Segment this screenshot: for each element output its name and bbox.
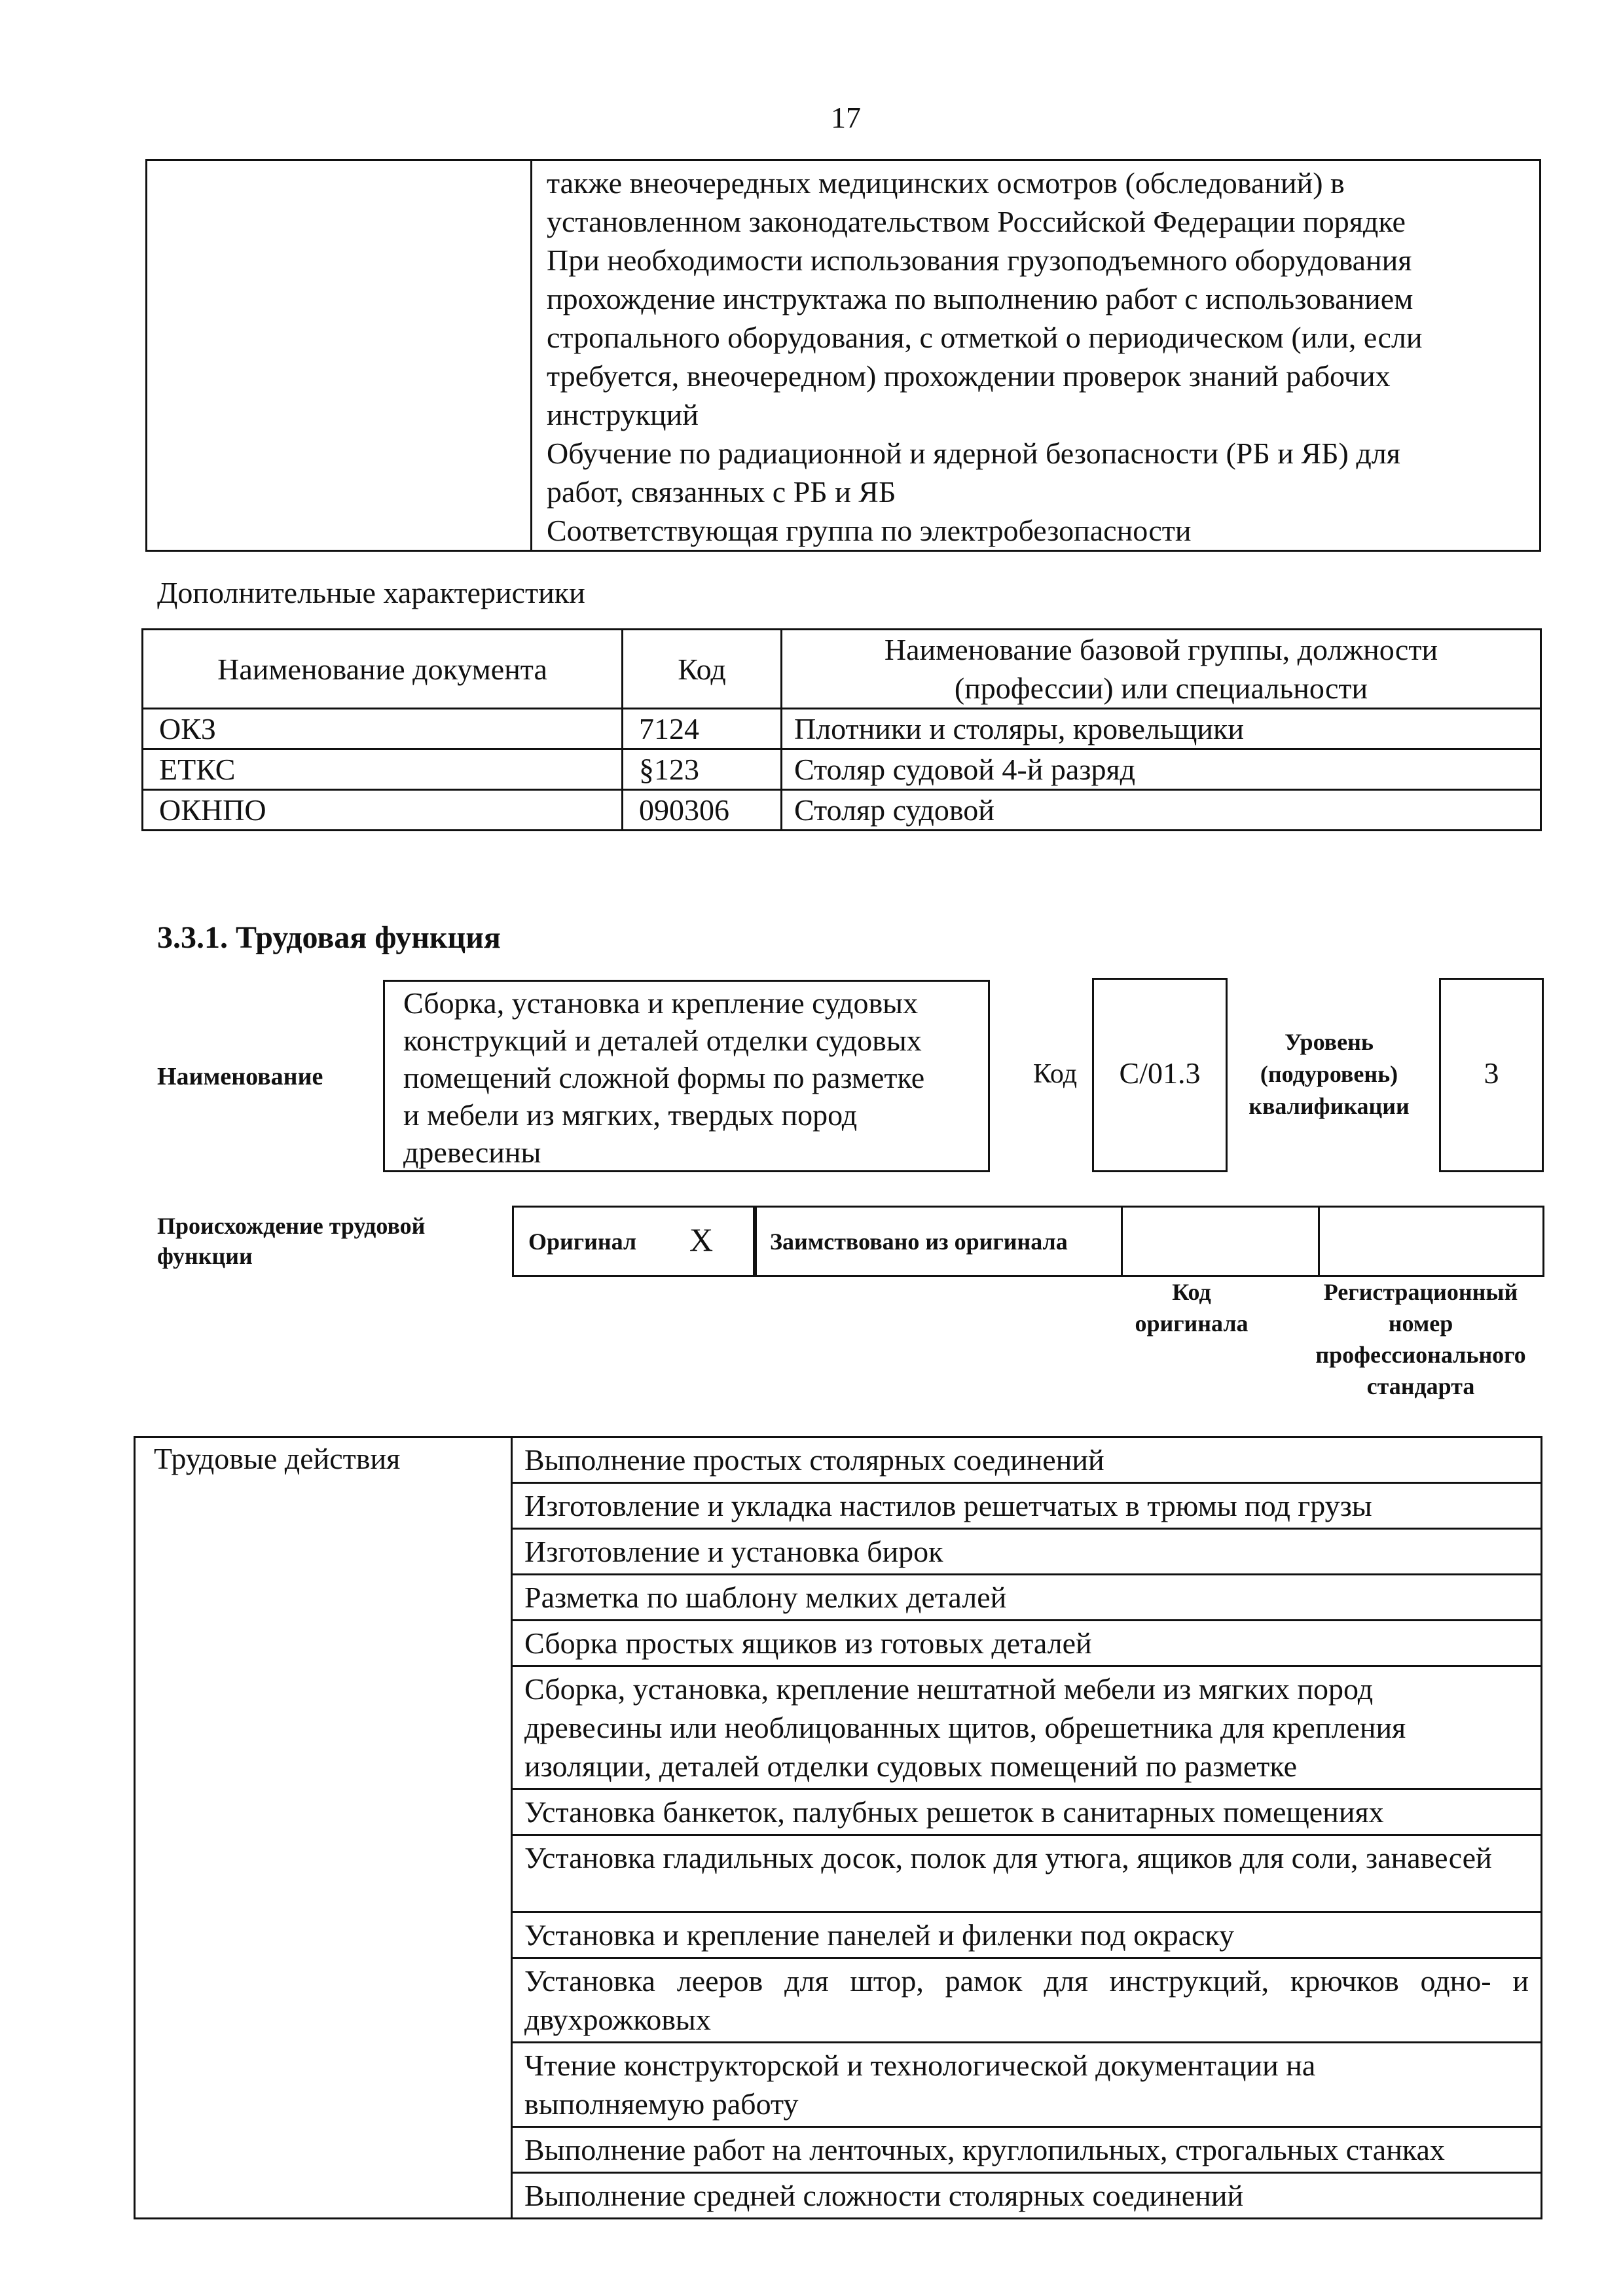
header-group: Наименование базовой группы, должности (профессии) или специальности [782, 630, 1541, 709]
table-row [143, 790, 1541, 831]
requirement-line: требуется, внеочередном) прохождении проверок знаний рабочих [547, 359, 1391, 393]
action-item: Изготовление и установка бирок [512, 1529, 1542, 1575]
code-cell: 7124 [623, 709, 782, 749]
requirement-line: работ, связанных с РБ и ЯБ [547, 475, 896, 509]
code-box: С/01.3 [1092, 978, 1228, 1172]
action-item: Разметка по шаблону мелких деталей [512, 1575, 1542, 1621]
action-item: Установка гладильных досок, полок для утюга, ящиков для соли, занавесей [512, 1835, 1542, 1912]
name-label: Наименование [157, 1063, 323, 1090]
level-label: Уровень (подуровень) квалификации [1249, 1029, 1410, 1119]
reg-number-cell [1319, 1207, 1544, 1276]
doc-cell: ЕТКС [143, 749, 623, 790]
requirement-line: При необходимости использования грузоподъемного оборудования [547, 243, 1412, 277]
action-item: Установка леeров для штор, рамок для инструкций, крючков одно- и двухрожковых [512, 1958, 1542, 2043]
actions-label-cell: Трудовые действия [135, 1437, 512, 2219]
requirements-label-cell [147, 160, 532, 551]
requirement-line: установленном законодательством Российской Федерации порядке [547, 205, 1406, 238]
additional-heading: Дополнительные характеристики [157, 576, 585, 609]
requirement-line: Соответствующая группа по электробезопасности [547, 514, 1192, 547]
name-cell: Столяр судовой 4-й разряд [782, 749, 1541, 790]
code-cell: 090306 [623, 790, 782, 831]
requirements-table [145, 159, 1541, 552]
header-doc: Наименование документа [143, 630, 623, 709]
name-cell: Плотники и столяры, кровельщики [782, 709, 1541, 749]
action-item: Установка банкеток, палубных решеток в санитарных помещениях [512, 1789, 1542, 1835]
borrowed-cell: Заимствовано из оригинала [756, 1207, 1122, 1276]
action-item: Изготовление и укладка настилов решетчатых в трюмы под грузы [512, 1483, 1542, 1529]
function-heading: 3.3.1. Трудовая функция [157, 920, 501, 955]
origin-table [512, 1206, 1544, 1277]
action-item: Выполнение работ на ленточных, круглопильных, строгальных станках [512, 2127, 1542, 2173]
doc-cell: ОКЗ [143, 709, 623, 749]
page-number: 17 [831, 101, 861, 134]
action-item: Сборка простых ящиков из готовых деталей [512, 1621, 1542, 1666]
action-item: Сборка, установка, крепление нештатной мебели из мягких пород древесины или необлицованных щитов, обрешетника для крепления изоляции, деталей отделки судовых помещений по разметке [512, 1666, 1542, 1789]
action-item: Выполнение простых столярных соединений [512, 1437, 1542, 1483]
requirement-line: Обучение по радиационной и ядерной безопасности (РБ и ЯБ) для [547, 437, 1400, 470]
origin-label: Происхождение трудовой функции [157, 1213, 426, 1269]
action-item: Чтение конструкторской и технологической документации на выполняемую работу [512, 2043, 1542, 2127]
doc-cell: ОКНПО [143, 790, 623, 831]
requirement-line: прохождение инструктажа по выполнению работ с использованием [547, 282, 1413, 315]
code-cell: §123 [623, 749, 782, 790]
original-mark: X [689, 1221, 714, 1258]
requirement-line: стропального оборудования, с отметкой о периодическом (или, если [547, 321, 1423, 354]
code-label: Код [1033, 1059, 1078, 1089]
table-row [143, 709, 1541, 749]
table-row [135, 1437, 1542, 1483]
original-cell: Оригинал [513, 1207, 754, 1276]
table-row [143, 749, 1541, 790]
code-original-cell [1122, 1207, 1319, 1276]
reg-number-caption: Регистрационный номер профессионального стандарта [1315, 1279, 1526, 1399]
header-code: Код [623, 630, 782, 709]
requirement-line: инструкций [547, 398, 699, 431]
code-original-caption: Код оригинала [1135, 1279, 1249, 1336]
actions-table [134, 1436, 1542, 2219]
function-name-box: Сборка, установка и крепление судовых конструкций и деталей отделки судовых помещений сложной формы по разметке и мебели из мягких, твердых пород древесины [383, 980, 990, 1172]
name-cell: Столяр судовой [782, 790, 1541, 831]
requirements-text-cell [532, 160, 1541, 551]
requirement-line: также внеочередных медицинских осмотров (обследований) в [547, 166, 1345, 200]
additional-table [141, 628, 1542, 831]
action-item: Выполнение средней сложности столярных соединений [512, 2173, 1542, 2219]
level-box: 3 [1439, 978, 1544, 1172]
action-item: Установка и крепление панелей и филенки под окраску [512, 1912, 1542, 1958]
